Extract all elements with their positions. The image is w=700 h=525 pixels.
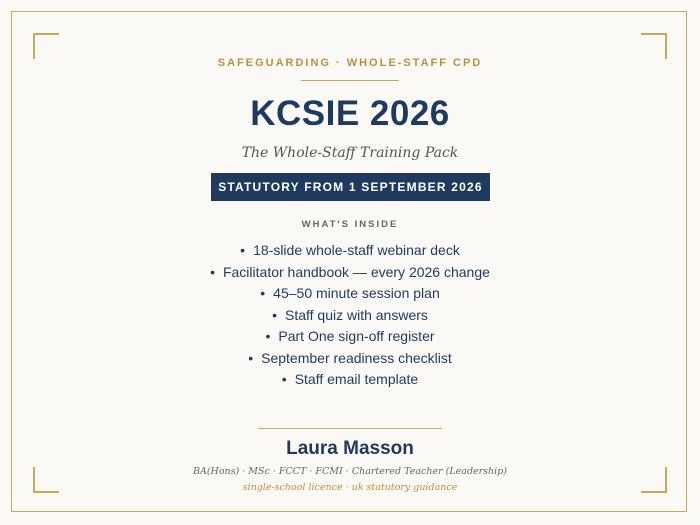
bottom-divider — [258, 428, 442, 429]
list-item: • Staff email template — [0, 369, 700, 391]
licence-note: single-school licence · uk statutory guidance — [242, 482, 458, 493]
list-item: • Staff quiz with answers — [0, 305, 700, 327]
author-credentials: BA(Hons) · MSc · FCCT · FCMI · Chartered Teacher (Leadership) — [192, 466, 508, 477]
contents-label: WHAT'S INSIDE — [301, 219, 399, 230]
list-item: • 45–50 minute session plan — [0, 283, 700, 305]
contents-list — [0, 240, 700, 391]
list-item: • 18-slide whole-staff webinar deck — [0, 240, 700, 262]
list-item: • September readiness checklist — [0, 348, 700, 370]
eyebrow-label: SAFEGUARDING · WHOLE-STAFF CPD — [217, 57, 483, 69]
page-title: KCSIE 2026 — [250, 94, 450, 133]
author-name: Laura Masson — [286, 438, 414, 459]
statutory-banner: STATUTORY FROM 1 SEPTEMBER 2026 — [211, 173, 490, 201]
list-item: • Part One sign-off register — [0, 326, 700, 348]
page-subtitle: The Whole-Staff Training Pack — [241, 145, 459, 161]
corner-ornament-top-left — [33, 33, 59, 59]
list-item: • Facilitator handbook — every 2026 change — [0, 262, 700, 284]
top-divider — [301, 80, 399, 81]
corner-ornament-top-right — [641, 33, 667, 59]
